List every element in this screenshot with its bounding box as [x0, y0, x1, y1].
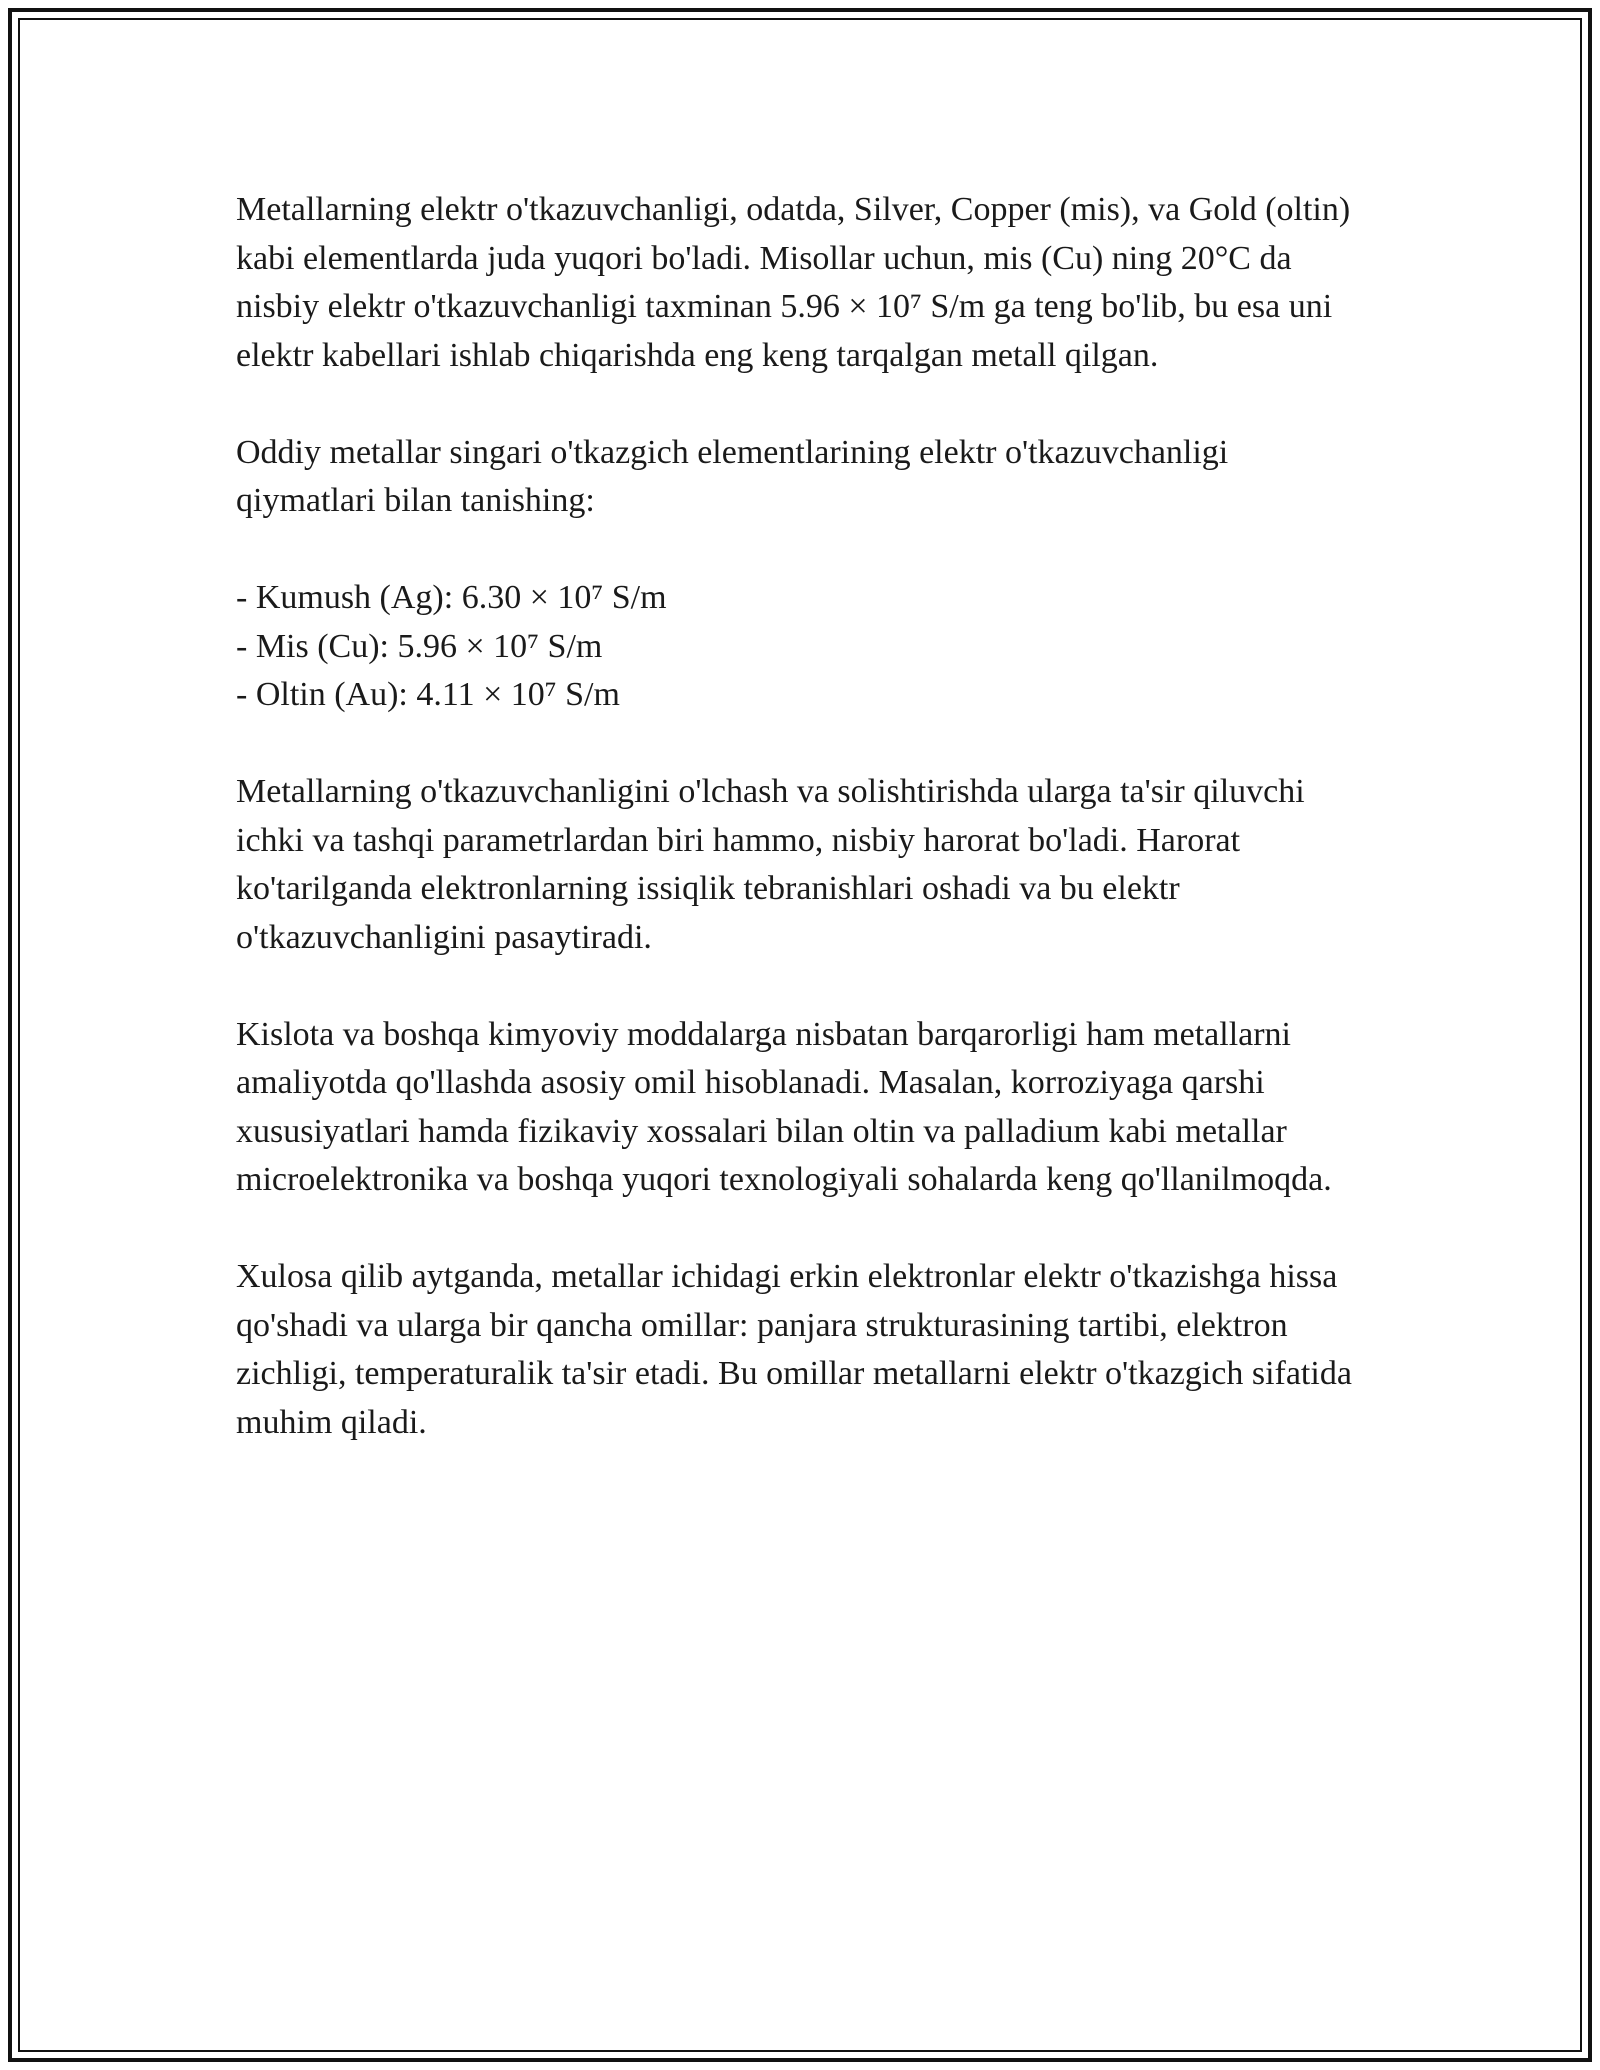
conductivity-list: [236, 574, 1366, 720]
paragraph-corrosion: Kislota va boshqa kimyoviy moddalarga nisbatan barqarorligi ham metallarni amaliyotda qo'llashda asosiy omil hisoblanadi. Masalan, korroziyaga qarshi xususiyatlari hamda fizikaviy xossalari bilan oltin va palladium kabi metallar microelektronika va boshqa yuqori texnologiyali sohalarda keng qo'llanilmoqda.: [236, 1015, 1332, 1198]
list-item-silver: - Kumush (Ag): 6.30 × 10⁷ S/m: [236, 579, 667, 616]
paragraph-list-intro: Oddiy metallar singari o'tkazgich elementlarining elektr o'tkazuvchanligi qiymatlari bilan tanishing:: [236, 433, 1229, 519]
list-item-gold: - Oltin (Au): 4.11 × 10⁷ S/m: [236, 676, 620, 713]
document-body: [236, 186, 1366, 1496]
list-item-copper: - Mis (Cu): 5.96 × 10⁷ S/m: [236, 627, 603, 665]
paragraph-conclusion: Xulosa qilib aytganda, metallar ichidagi erkin elektronlar elektr o'tkazishga hissa qo'shadi va ularga bir qancha omillar: panjara strukturasining tartibi, elektron zichligi, temperaturalik ta'sir etadi. Bu omillar metallarni elektr o'tkazgich sifatida muhim qiladi.: [236, 1258, 1352, 1441]
paragraph-temperature: Metallarning o'tkazuvchanligini o'lchash va solishtirishda ularga ta'sir qiluvchi ichki va tashqi parametrlardan biri hammo, nisbiy harorat bo'ladi. Harorat ko'tarilganda elektronlarning issiqlik tebranishlari oshadi va bu elektr o'tkazuvchanligini pasaytiradi.: [236, 773, 1305, 956]
paragraph-intro: Metallarning elektr o'tkazuvchanligi, odatda, Silver, Copper (mis), va Gold (oltin) kabi elementlarda juda yuqori bo'ladi. Misollar uchun, mis (Cu) ning 20°C da nisbiy elektr o'tkazuvchanligi taxminan 5.96 × 10⁷ S/m ga teng bo'lib, bu esa uni elektr kabellari ishlab chiqarishda eng keng tarqalgan metall qilgan.: [236, 191, 1351, 374]
